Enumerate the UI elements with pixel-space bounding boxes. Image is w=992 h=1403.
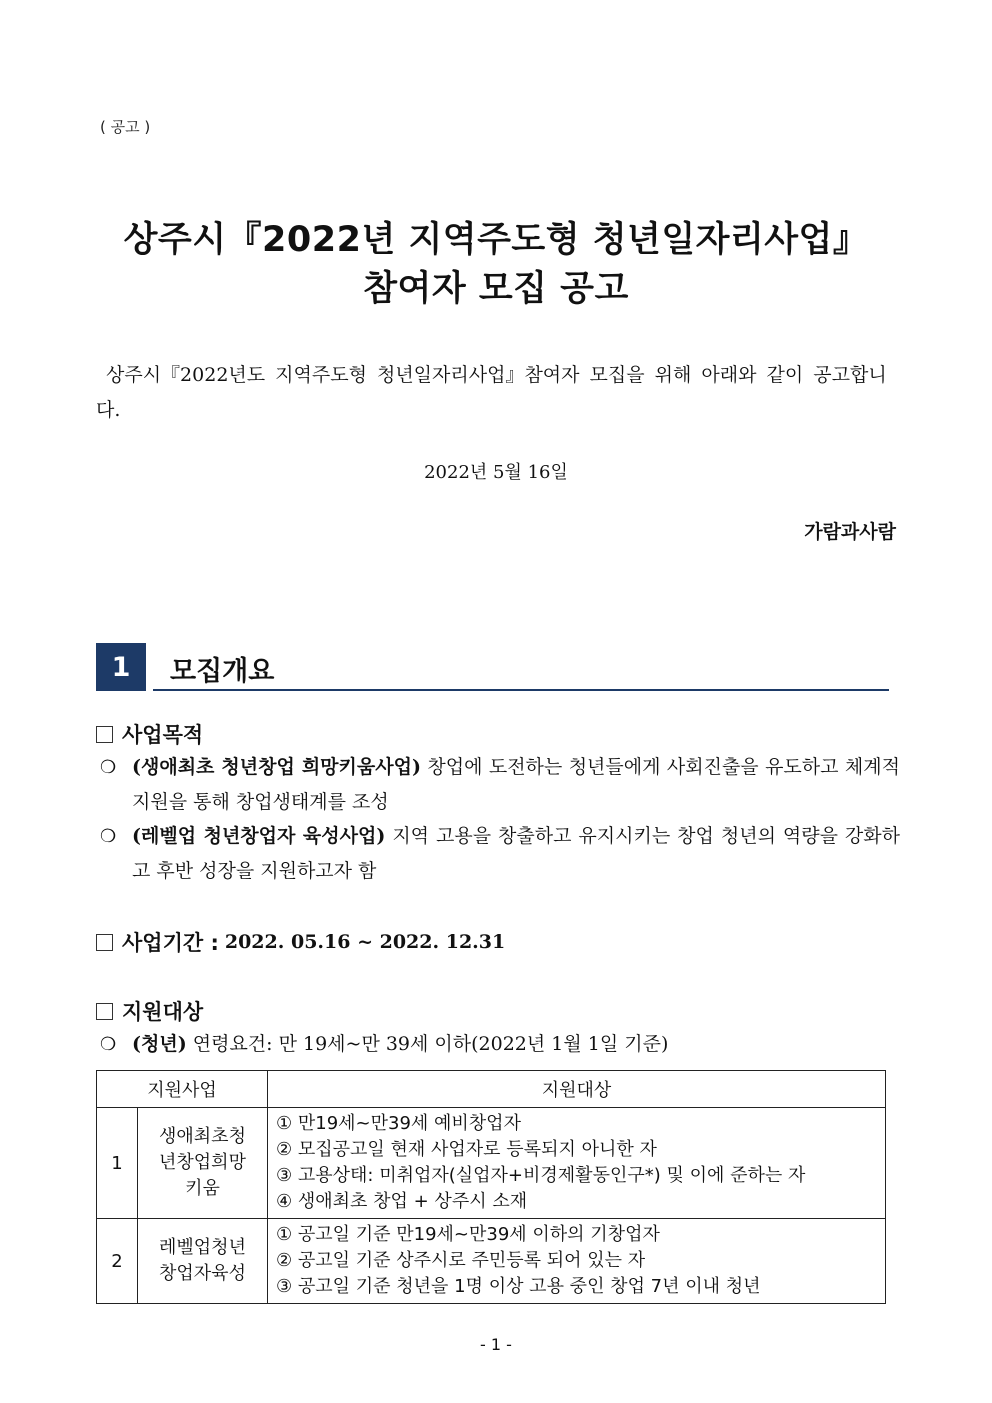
table-header-program: 지원사업 xyxy=(97,1071,268,1108)
purpose-item-1-label: (생애최초 청년창업 희망키움사업) xyxy=(132,756,421,778)
support-table xyxy=(96,1070,886,1304)
table-row xyxy=(97,1219,886,1304)
page-number: - 1 - xyxy=(480,1335,512,1354)
purpose-item-1-text: 창업에 도전하는 청년들에게 사회진출을 유도하고 체계적 지원을 통해 창업생태계를 조성 xyxy=(132,756,900,813)
period-heading-label: 사업기간 : xyxy=(122,931,219,955)
eligibility-list xyxy=(268,1108,886,1219)
circle-bullet-icon: ❍ xyxy=(100,1034,117,1055)
section-title: 모집개요 xyxy=(170,656,275,687)
circle-bullet-icon: ❍ xyxy=(100,826,117,847)
target-heading xyxy=(96,996,203,1026)
circle-bullet-icon: ❍ xyxy=(100,757,117,778)
checkbox-square-icon xyxy=(96,934,113,951)
table-header-target: 지원대상 xyxy=(268,1071,886,1108)
target-item-text: 연령요건: 만 19세~만 39세 이하(2022년 1월 1일 기준) xyxy=(186,1033,669,1055)
eligibility-item: ① 공고일 기준 만19세~만39세 이하의 기창업자 xyxy=(276,1224,660,1245)
purpose-item-2-label: (레벨업 청년창업자 육성사업) xyxy=(132,825,386,847)
row-number: 2 xyxy=(97,1219,138,1304)
purpose-heading xyxy=(96,719,203,749)
checkbox-square-icon xyxy=(96,1003,113,1020)
table-row xyxy=(97,1108,886,1219)
eligibility-item: ③ 고용상태: 미취업자(실업자+비경제활동인구*) 및 이에 준하는 자 xyxy=(276,1165,806,1186)
section-underline xyxy=(153,689,889,691)
eligibility-item: ② 모집공고일 현재 사업자로 등록되지 아니한 자 xyxy=(276,1139,657,1160)
purpose-heading-label: 사업목적 xyxy=(122,723,204,747)
table-header-row xyxy=(97,1071,886,1108)
program-name: 레벨업청년창업자육성 xyxy=(159,1237,246,1284)
intro-paragraph: 상주시『2022년도 지역주도형 청년일자리사업』참여자 모집을 위해 아래와 같이 공고합니다. xyxy=(96,364,887,421)
program-name: 생애최초청년창업희망키움 xyxy=(159,1126,246,1199)
eligibility-list xyxy=(268,1219,886,1304)
eligibility-item: ③ 공고일 기준 청년을 1명 이상 고용 중인 창업 7년 이내 청년 xyxy=(276,1276,761,1297)
eligibility-item: ④ 생애최초 창업 + 상주시 소재 xyxy=(276,1191,528,1212)
document-title-line2: 참여자 모집 공고 xyxy=(363,269,629,309)
purpose-item-1 xyxy=(100,750,900,820)
section-number-badge: 1 xyxy=(96,643,146,691)
organization-name: 가람과사람 xyxy=(804,521,896,543)
period-value: 2022. 05.16 ~ 2022. 12.31 xyxy=(224,931,506,953)
target-item-label: (청년) xyxy=(132,1033,187,1055)
purpose-item-2-text: 지역 고용을 창출하고 유지시키는 창업 청년의 역량을 강화하고 후반 성장을 지원하고자 함 xyxy=(132,825,900,882)
notice-date: 2022년 5월 16일 xyxy=(424,462,568,483)
eligibility-item: ② 공고일 기준 상주시로 주민등록 되어 있는 자 xyxy=(276,1250,646,1271)
eligibility-item: ① 만19세~만39세 예비창업자 xyxy=(276,1113,521,1134)
row-number: 1 xyxy=(97,1108,138,1219)
period-heading xyxy=(96,927,505,957)
purpose-item-2 xyxy=(100,819,900,889)
notice-label: ( 공고 ) xyxy=(100,118,151,136)
target-item xyxy=(100,1027,900,1062)
target-heading-label: 지원대상 xyxy=(122,1000,204,1024)
checkbox-square-icon xyxy=(96,726,113,743)
document-title-line1: 상주시『2022년 지역주도형 청년일자리사업』 xyxy=(123,220,869,260)
